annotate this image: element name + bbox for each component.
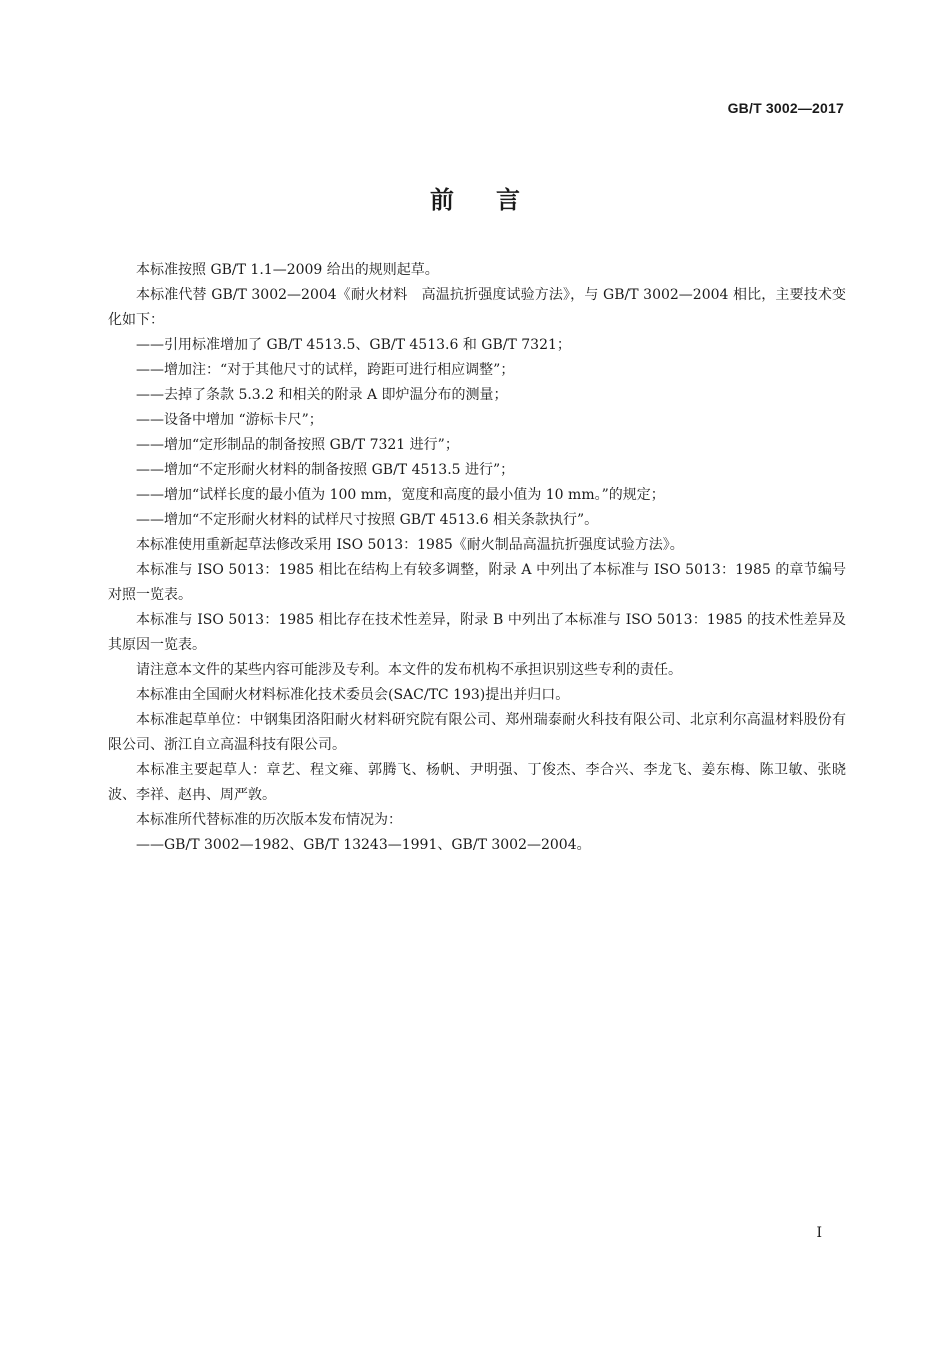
change-item: ——增加“不定形耐火材料的制备按照 GB/T 4513.5 进行”；	[136, 462, 515, 478]
paragraph-iso-adoption: 本标准使用重新起草法修改采用 ISO 5013：1985《耐火制品高温抗折强度试验方法》。	[136, 537, 684, 553]
paragraph-drafters: 本标准主要起草人：章艺、程文雍、郭腾飞、杨帆、尹明强、丁俊杰、李合兴、李龙飞、姜东梅、陈卫敏、张晓波、李祥、赵冉、周严敦。	[108, 762, 846, 803]
paragraph-replaces: 本标准代替 GB/T 3002—2004《耐火材料 高温抗折强度试验方法》，与 GB/T 3002—2004 相比，主要技术变化如下：	[108, 287, 846, 328]
paragraph-drafting-rules: 本标准按照 GB/T 1.1—2009 给出的规则起草。	[136, 262, 439, 278]
standard-code: GB/T 3002—2017	[727, 100, 844, 116]
paragraph-structure-diff: 本标准与 ISO 5013：1985 相比在结构上有较多调整，附录 A 中列出了本标准与 ISO 5013：1985 的章节编号对照一览表。	[108, 562, 846, 603]
page-title: 前言	[430, 186, 562, 214]
paragraph-history-intro: 本标准所代替标准的历次版本发布情况为：	[136, 812, 402, 828]
paragraph-drafting-units: 本标准起草单位：中钢集团洛阳耐火材料研究院有限公司、郑州瑞泰耐火科技有限公司、北京利尔高温材料股份有限公司、浙江自立高温科技有限公司。	[108, 712, 846, 753]
change-item: ——设备中增加 “游标卡尺”；	[136, 412, 323, 428]
paragraph-proposer: 本标准由全国耐火材料标准化技术委员会(SAC/TC 193)提出并归口。	[136, 687, 570, 703]
change-item: ——去掉了条款 5.3.2 和相关的附录 A 即炉温分布的测量；	[136, 387, 508, 403]
preface-body	[108, 258, 846, 858]
paragraph-patent-notice: 请注意本文件的某些内容可能涉及专利。本文件的发布机构不承担识别这些专利的责任。	[136, 662, 682, 678]
change-item: ——增加注：“对于其他尺寸的试样，跨距可进行相应调整”；	[136, 362, 515, 378]
change-item: ——增加“定形制品的制备按照 GB/T 7321 进行”；	[136, 437, 459, 453]
change-item: ——引用标准增加了 GB/T 4513.5、GB/T 4513.6 和 GB/T 7321；	[136, 337, 571, 353]
history-item: ——GB/T 3002—1982、GB/T 13243—1991、GB/T 3002—2004。	[136, 837, 591, 853]
paragraph-technical-diff: 本标准与 ISO 5013：1985 相比存在技术性差异，附录 B 中列出了本标准与 ISO 5013：1985 的技术性差异及其原因一览表。	[108, 612, 846, 653]
change-item: ——增加“不定形耐火材料的试样尺寸按照 GB/T 4513.6 相关条款执行”。	[136, 512, 599, 528]
change-item: ——增加“试样长度的最小值为 100 mm，宽度和高度的最小值为 10 mm。”的规定；	[136, 487, 665, 503]
page-number: I	[816, 1225, 822, 1241]
